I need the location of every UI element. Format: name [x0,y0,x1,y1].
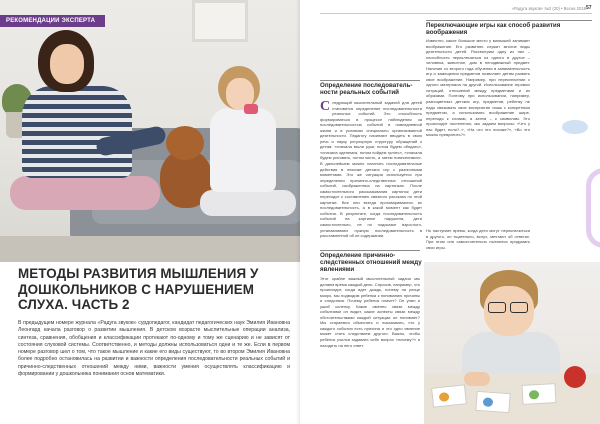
section-rule [426,20,592,21]
teddy-bear-head [166,126,204,160]
mother-daughter-photo [0,0,300,262]
boy-hand [464,372,490,386]
section-text-imagination: Известно, какое большое место у малышей занимает воображение. Его развитию служит многие виды деятельности детей. Рассмотрим одну из них – способность переключаться из одного в другое – человека, животное, дом в неподвижный предмет. Наличие со второго года обучения в занимательность игр и замещения предметов позволяет детям развить свое воображение. Например, при переключении с одного материала на другой. Использование игровых ситуаций, отношений между предметами и их образами. Поэтому при использовании, например, разноцветных детских игр, предметов, ребенку не надо связывать свое восприятие лишь с конкретным предметом, а использовать воображение шире, переходя к словам, а затем – к символам. Это происходит постепенно, мы задаем вопросы: «Что у нас будет, если?..», «На что это похоже?», «Во что можно превратить?». [426,38,530,138]
section-title-sequence: Определение последователь-ности реальных событий [320,82,413,97]
wall-picture [192,0,248,42]
section-title-causal: Определение причинно-следственных отношений между явлениями [320,252,422,274]
running-head: «Радуга звуков» №2 (20) • Весна 2018 [511,6,586,11]
section-rubric: РЕКОМЕНДАЦИИ ЭКСПЕРТА [0,15,105,27]
boy-with-cards-photo [424,262,600,424]
woman-legs [10,176,160,210]
header-rule [320,13,592,14]
picture-card [431,384,467,407]
picture-card [521,383,556,405]
girl-legs [200,190,296,216]
floor [0,236,300,262]
decorative-arc [586,168,600,248]
apple [564,366,586,388]
section-text-causal: Этот крайне важный мыслительный задачи мы делаем время каждый день. Спросив, например, что происходит, когда идет дождь, почему на улице мокро, мы подводим ребенка к пониманию причины и следствия. Почему ребенок плачет? Он упал и ушиб коленку. Какие именно связи между событиями он видит, какие аспекты связи между обстоятельствами каждой ситуации он понимает? Мы стараемся объяснять и показывать, что у каждого события есть причина и что одно явление может стать следствием другого. Важно, чтобы ребенок учился задавать себе вопрос «почему?» и находить на него ответ. [320,276,420,348]
section-text-sequence [320,100,422,250]
section-rule [320,250,420,251]
woman-face [50,44,84,84]
right-page [300,0,600,424]
dropcap: С [320,100,331,114]
article-lead: В предыдущем номере журнала «Радуга звуков» сурдопедагог, кандидат педагогических наук Эмилия Ивановна Леонгард начала разговор о развитии мышления. В детском возрасте мыслительные операции анализа, синтеза, сравнения, обобщения и классификации протекают по-одному и тому же сценарию и не зависят от состояния слуховой системы. Соответственно, и методы должны использоваться одни и те же. Если в первом номере разговор шел о том, что такое мышление и какие его виды существуют, то во втором Эмилия Ивановна более подробно остановилась на развитии и важности определения последовательности реальных событий и причинно-следственных отношений между ними, важности умения осуществлять классификацию и формировании у дошкольника понимания основ математики. [18,320,290,378]
hair-bow [244,104,258,114]
section-rule [320,80,420,81]
section-title-imagination: Переключающие игры как способ развития воображения [426,22,561,37]
section-body: ледующий мыслительный задачей для детей становится определение последовательности реальных событий. Это способность формироваться в процессе наблюдения за последовательностью событий в повседневной жизни и в условиях специально организованной деятельности. Педагогу начинают вводить в свою речь и науку регулярную структуру обращений к детям: «сначала мыли руки, потом будем обедать», «сначала оденемся, потом пойдем гулять», «сначала будем рисовать, потом кисть, а затем повеселимся». В дальнейшем можно нагонять последовательные действия в лексике детских игр с различными моментами. Это же ситуация используется при определении причинно-следственных отношений событий, изображенных на картинках. После самостоятельного рассказывания картинок дети переходят к составлению связного рассказа по этой картинке. Все они всегда проговариваются, их последовательность, а в какой момент как будет события. В результате, когда последовательность событий на картинке нарушена, дети самостоятельно, не по подсказке взрослого, устанавливают нужную последовательность в расставленной об их содержании. [320,100,422,239]
glasses-icon [486,302,532,314]
picture-card [475,391,510,413]
girl-body [210,108,276,192]
decorative-shape [562,120,588,134]
section-text-imagination-cont: Но наступает время, когда дети могут переключиться в другого, он тщательно, вслух, мечтают об ответах. При этом они самостоятельно пытаются придумать свои игры. [426,228,530,250]
page-number: 57 [586,5,592,11]
woman-body [22,86,132,178]
article-headline: МЕТОДЫ РАЗВИТИЯ МЫШЛЕНИЯ У ДОШКОЛЬНИКОВ С НАРУШЕНИЕМ СЛУХА. ЧАСТЬ 2 [18,266,259,312]
